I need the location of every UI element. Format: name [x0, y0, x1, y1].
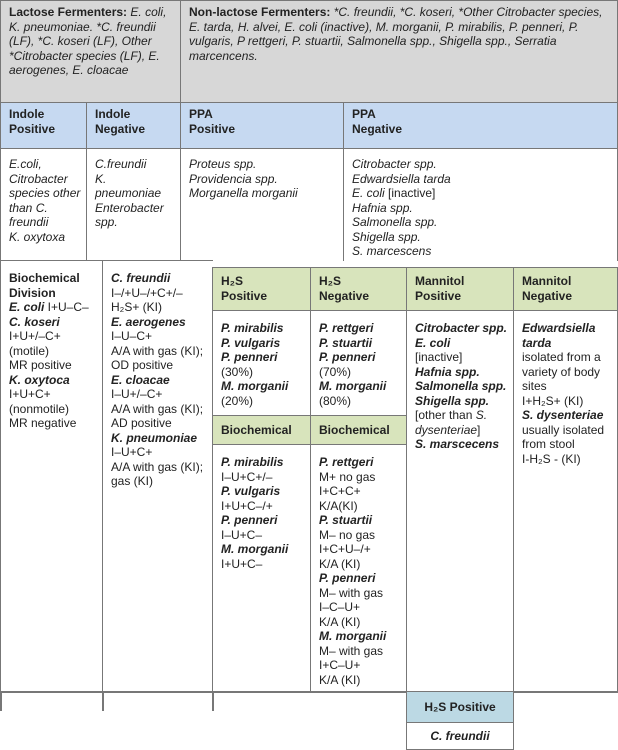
- text-segment: Salmonella spp.: [352, 215, 438, 229]
- cell-line: [9, 300, 97, 315]
- cell-line: [221, 321, 305, 336]
- text-segment: C. freundii: [430, 729, 490, 743]
- text-segment: P. vulgaris: [221, 335, 281, 350]
- cell-line: [411, 729, 509, 744]
- cell-line: [111, 402, 207, 417]
- cell-line: [221, 513, 305, 528]
- text-segment: Negative: [95, 121, 146, 136]
- text-segment: Shigella spp.: [352, 229, 421, 244]
- cell-line: [111, 373, 207, 388]
- text-segment: I–C–U+: [319, 600, 361, 614]
- text-segment: M– no gas: [319, 527, 376, 542]
- text-segment: I+C+U–/+: [319, 542, 371, 556]
- text-segment: Proteus spp.: [189, 157, 257, 171]
- indole-negative-header: [86, 102, 181, 149]
- cell-line: [221, 557, 305, 572]
- text-segment: P. stuartii: [319, 335, 373, 350]
- cell-line: [319, 586, 401, 601]
- cell-line: [221, 289, 305, 304]
- cell-line: [415, 379, 508, 394]
- cell-line: [319, 394, 401, 409]
- bottom-c-freundii-cell: [406, 722, 514, 750]
- text-segment: Biochemical: [221, 423, 292, 437]
- cell-line: [411, 700, 509, 715]
- cell-line: [111, 315, 207, 330]
- cell-line: [9, 230, 81, 245]
- text-segment: (30%): [221, 364, 254, 379]
- cell-line: [9, 416, 97, 431]
- cell-line: [189, 172, 338, 187]
- text-segment: (nonmotile): [9, 401, 70, 416]
- text-segment: K/A (KI): [319, 614, 361, 629]
- text-segment: [other than: [415, 408, 476, 422]
- h2s-negative-list: [310, 310, 407, 416]
- text-segment: Enterobacter spp.: [95, 200, 164, 229]
- cell-line: [352, 107, 611, 122]
- cell-line: [319, 658, 401, 673]
- text-segment: Mannitol: [415, 274, 465, 288]
- cell-line: [111, 344, 207, 359]
- text-segment: K. pneumoniae: [95, 171, 162, 200]
- cell-line: [352, 215, 611, 230]
- text-segment: Edwardsiella tarda: [522, 321, 596, 350]
- text-segment: I–/+U–/+C+/–: [111, 285, 183, 300]
- text-segment: Negative: [352, 121, 403, 136]
- text-segment: Positive: [189, 121, 236, 136]
- cell-line: [352, 186, 611, 201]
- text-segment: C. koseri: [9, 314, 60, 329]
- connector-line: [102, 691, 104, 711]
- cell-line: [415, 336, 508, 351]
- text-segment: E.coli, Citrobacter species other than: [9, 157, 81, 215]
- cell-line: [221, 484, 305, 499]
- bottom-h2s-positive-header: [406, 691, 514, 723]
- text-segment: I–U+/–C+: [111, 387, 163, 401]
- cell-line: [111, 329, 207, 344]
- ppa-positive-list: [180, 148, 344, 261]
- text-segment: Positive: [415, 288, 462, 303]
- text-segment: [inactive]: [384, 186, 436, 200]
- cell-line: [522, 408, 611, 423]
- cell-line: [319, 615, 401, 630]
- text-segment: I-H₂S - (KI): [522, 451, 581, 466]
- cell-line: [9, 402, 97, 417]
- mannitol-negative-header: [513, 267, 618, 311]
- text-segment: K/A(KI): [319, 498, 358, 513]
- h2s-negative-header: [310, 267, 407, 311]
- cell-line: [9, 387, 97, 402]
- text-segment: M. morganii: [221, 379, 289, 393]
- text-segment: Indole: [95, 107, 131, 121]
- text-segment: Biochemical Division: [9, 271, 80, 300]
- cell-line: [189, 122, 338, 137]
- biochemical-header-1: [212, 415, 311, 445]
- cell-line: [319, 629, 401, 644]
- text-segment: isolated from a variety of body sites: [522, 350, 601, 393]
- ppa-positive-header: [180, 102, 344, 149]
- text-segment: Salmonella spp.: [415, 379, 507, 393]
- text-segment: Positive: [221, 288, 268, 303]
- cell-line: [319, 499, 401, 514]
- cell-line: [319, 528, 401, 543]
- indole-positive-header: [0, 102, 87, 149]
- biochemical-division-cell: [0, 260, 103, 692]
- h2s-positive-header: [212, 267, 311, 311]
- text-segment: Indole: [9, 107, 45, 121]
- cell-line: [319, 600, 401, 615]
- biochemical-header-2: [310, 415, 407, 445]
- text-segment: MR negative: [9, 416, 77, 430]
- cell-line: [111, 271, 207, 286]
- text-segment: C.freundii: [95, 157, 147, 171]
- text-segment: C. freundii: [111, 271, 171, 285]
- cell-line: [522, 274, 611, 289]
- text-segment: PPA: [352, 107, 376, 121]
- indole-negative-list: [86, 148, 181, 261]
- cell-line: [9, 315, 97, 330]
- cell-line: [189, 5, 611, 63]
- text-segment: I–U–C+: [111, 329, 153, 343]
- text-segment: P. stuartii: [319, 513, 373, 527]
- text-segment: I+U+C–: [221, 556, 263, 571]
- text-segment: Hafnia spp.: [352, 200, 413, 215]
- cell-line: [522, 452, 611, 467]
- text-segment: Citrobacter spp.: [415, 321, 508, 335]
- text-segment: E. coli, K. pneumoniae. *C. freundii (LF), *C. koseri (LF), Other *Citrobacter species (LF), E. aerogenes, E. cloacae: [9, 5, 167, 77]
- cell-line: [319, 423, 401, 438]
- text-segment: M. morganii: [221, 542, 289, 556]
- cell-line: [95, 122, 175, 137]
- ppa-negative-header: [343, 102, 618, 149]
- text-segment: A/A with gas (KI);: [111, 343, 204, 358]
- text-segment: K. oxytoxa: [9, 229, 66, 244]
- cell-line: [522, 350, 611, 394]
- text-segment: (motile): [9, 343, 50, 358]
- text-segment: M– with gas: [319, 585, 384, 600]
- text-segment: M+ no gas: [319, 469, 376, 484]
- cell-line: [9, 122, 81, 137]
- cell-line: [319, 557, 401, 572]
- text-segment: Positive: [9, 121, 56, 136]
- text-segment: I–U+C–: [221, 527, 263, 542]
- cell-line: [9, 358, 97, 373]
- text-segment: Morganella morganii: [189, 186, 298, 200]
- cell-line: [352, 122, 611, 137]
- cell-line: [319, 673, 401, 688]
- cell-line: [111, 358, 207, 373]
- cell-line: [111, 460, 207, 475]
- cell-line: [189, 107, 338, 122]
- cell-line: [319, 542, 401, 557]
- cell-line: [189, 157, 338, 172]
- cell-line: [221, 365, 305, 380]
- cell-line: [221, 379, 305, 394]
- text-segment: I+H₂S+ (KI): [522, 393, 584, 408]
- cell-line: [352, 201, 611, 216]
- mannitol-negative-list: [513, 310, 618, 692]
- connector-line: [212, 691, 214, 711]
- text-segment: P. penneri: [221, 513, 278, 527]
- text-segment: M. morganii: [319, 379, 387, 393]
- cell-line: [352, 157, 611, 172]
- cell-line: [95, 157, 175, 172]
- text-segment: P. vulgaris: [221, 484, 281, 498]
- text-segment: (80%): [319, 393, 352, 408]
- cell-line: [319, 289, 401, 304]
- text-segment: (70%): [319, 364, 352, 379]
- text-segment: P. rettgeri: [319, 321, 374, 335]
- cell-line: [319, 379, 401, 394]
- text-segment: OD positive: [111, 358, 174, 372]
- text-segment: MR positive: [9, 358, 72, 372]
- nonlactose-fermenters-cell: [180, 0, 618, 103]
- text-segment: M– with gas: [319, 643, 384, 658]
- text-segment: K. oxytoca: [9, 372, 70, 387]
- cell-line: [319, 321, 401, 336]
- text-segment: Providencia spp.: [189, 171, 278, 186]
- cell-line: [9, 373, 97, 388]
- text-segment: H₂S+ (KI): [111, 300, 162, 314]
- cell-line: [352, 172, 611, 187]
- text-segment: I+U+C–/+: [221, 498, 273, 513]
- text-segment: K/A (KI): [319, 672, 361, 687]
- text-segment: E. cloacae: [111, 372, 170, 387]
- text-segment: I–U+C+: [111, 445, 153, 459]
- cell-line: [522, 289, 611, 304]
- cell-line: [352, 244, 611, 259]
- cell-line: [522, 321, 611, 350]
- text-segment: Edwardsiella tarda: [352, 171, 451, 186]
- cell-line: [319, 513, 401, 528]
- cell-line: [221, 528, 305, 543]
- text-segment: S. dysenteriae: [415, 408, 488, 437]
- cell-line: [415, 289, 508, 304]
- cell-line: [9, 5, 175, 78]
- indole-negative-biochem-cell: [102, 260, 213, 692]
- text-segment: P. rettgeri: [319, 455, 374, 469]
- bottom-divider: [0, 691, 618, 693]
- cell-line: [221, 336, 305, 351]
- cell-line: [111, 387, 207, 402]
- cell-line: [415, 408, 508, 437]
- h2s-positive-list: [212, 310, 311, 416]
- cell-line: [111, 431, 207, 446]
- text-segment: Shigella spp.: [415, 393, 490, 408]
- cell-line: [319, 365, 401, 380]
- text-segment: A/A with gas (KI);: [111, 459, 204, 474]
- text-segment: P. penneri: [221, 350, 278, 364]
- text-segment: H₂S: [221, 274, 244, 288]
- text-segment: Biochemical: [319, 423, 390, 437]
- cell-line: [221, 455, 305, 470]
- text-segment: (20%): [221, 393, 254, 408]
- text-segment: gas (KI): [111, 474, 154, 488]
- cell-line: [522, 394, 611, 409]
- cell-line: [221, 423, 305, 438]
- text-segment: Negative: [319, 288, 370, 303]
- text-segment: K. pneumoniae: [111, 430, 198, 445]
- cell-line: [221, 394, 305, 409]
- text-segment: S. marcescens: [352, 244, 432, 258]
- cell-line: [319, 484, 401, 499]
- text-segment: Mannitol: [522, 274, 572, 288]
- mannitol-positive-header: [406, 267, 514, 311]
- text-segment: M. morganii: [319, 629, 387, 643]
- cell-line: [319, 470, 401, 485]
- text-segment: H₂S Positive: [424, 700, 496, 714]
- cell-line: [221, 470, 305, 485]
- text-segment: H₂S: [319, 274, 342, 288]
- text-segment: I+U+/–C+: [9, 329, 61, 343]
- cell-line: [522, 423, 611, 452]
- cell-line: [221, 542, 305, 557]
- cell-line: [9, 107, 81, 122]
- cell-line: [111, 286, 207, 301]
- cell-line: [9, 157, 81, 230]
- text-segment: P. mirabilis: [221, 455, 284, 469]
- cell-line: [9, 271, 97, 300]
- ppa-negative-list: [343, 148, 618, 261]
- lactose-fermenters-cell: [0, 0, 181, 103]
- text-segment: Citrobacter spp.: [352, 157, 437, 171]
- text-segment: Hafnia spp.: [415, 364, 480, 379]
- text-segment: S. marscecens: [415, 437, 500, 451]
- text-segment: C. freundii: [9, 200, 49, 229]
- text-segment: usually isolated from stool: [522, 422, 605, 451]
- cell-line: [9, 344, 97, 359]
- cell-line: [111, 474, 207, 489]
- cell-line: [111, 416, 207, 431]
- cell-line: [415, 437, 508, 452]
- mannitol-positive-list: [406, 310, 514, 692]
- cell-line: [415, 365, 508, 380]
- cell-line: [189, 186, 338, 201]
- cell-line: [319, 336, 401, 351]
- text-segment: ]: [477, 422, 481, 437]
- text-segment: E. coli: [415, 335, 451, 350]
- cell-line: [221, 350, 305, 365]
- cell-line: [319, 644, 401, 659]
- text-segment: P. penneri: [319, 571, 376, 585]
- cell-line: [319, 274, 401, 289]
- text-segment: I+U–C–: [44, 300, 89, 314]
- cell-line: [221, 499, 305, 514]
- text-segment: *C. freundii, *C. koseri, *Other Citrobacter species, E. tarda, H. alvei, E. coli (inactive), M. morganii, P. mirabilis, P. penneri, P. vulgaris, P rettgeri, P. stuartii, Salmonella spp., Shigella spp., Serratia marcencens.: [189, 5, 603, 63]
- text-segment: PPA: [189, 107, 213, 121]
- cell-line: [415, 321, 508, 336]
- cell-line: [95, 172, 175, 201]
- cell-line: [415, 274, 508, 289]
- text-segment: I+U+C+: [9, 387, 51, 401]
- text-segment: Lactose Fermenters:: [9, 5, 131, 19]
- text-segment: S. dysenteriae: [522, 408, 604, 422]
- cell-line: [111, 300, 207, 315]
- cell-line: [352, 230, 611, 245]
- cell-line: [415, 394, 508, 409]
- biochemical-list-1: [212, 444, 311, 692]
- text-segment: E. coli: [352, 186, 385, 200]
- text-segment: I+C+C+: [319, 484, 361, 498]
- text-segment: Non-lactose Fermenters:: [189, 5, 334, 19]
- text-segment: P. mirabilis: [221, 321, 284, 335]
- text-segment: E. aerogenes: [111, 314, 186, 329]
- text-segment: P. penneri: [319, 350, 376, 364]
- text-segment: [inactive]: [415, 350, 463, 364]
- cell-line: [221, 274, 305, 289]
- text-segment: I+C–U+: [319, 658, 361, 672]
- text-segment: I–U+C+/–: [221, 469, 273, 484]
- connector-line: [0, 691, 2, 711]
- cell-line: [9, 329, 97, 344]
- indole-positive-list: [0, 148, 87, 261]
- cell-line: [319, 350, 401, 365]
- text-segment: A/A with gas (KI);: [111, 401, 204, 416]
- cell-line: [95, 107, 175, 122]
- cell-line: [95, 201, 175, 230]
- biochemical-list-2: [310, 444, 407, 692]
- text-segment: K/A (KI): [319, 556, 361, 571]
- cell-line: [111, 445, 207, 460]
- cell-line: [415, 350, 508, 365]
- cell-line: [319, 571, 401, 586]
- cell-line: [319, 455, 401, 470]
- text-segment: Negative: [522, 288, 573, 303]
- text-segment: E. coli: [9, 300, 45, 314]
- text-segment: AD positive: [111, 416, 172, 430]
